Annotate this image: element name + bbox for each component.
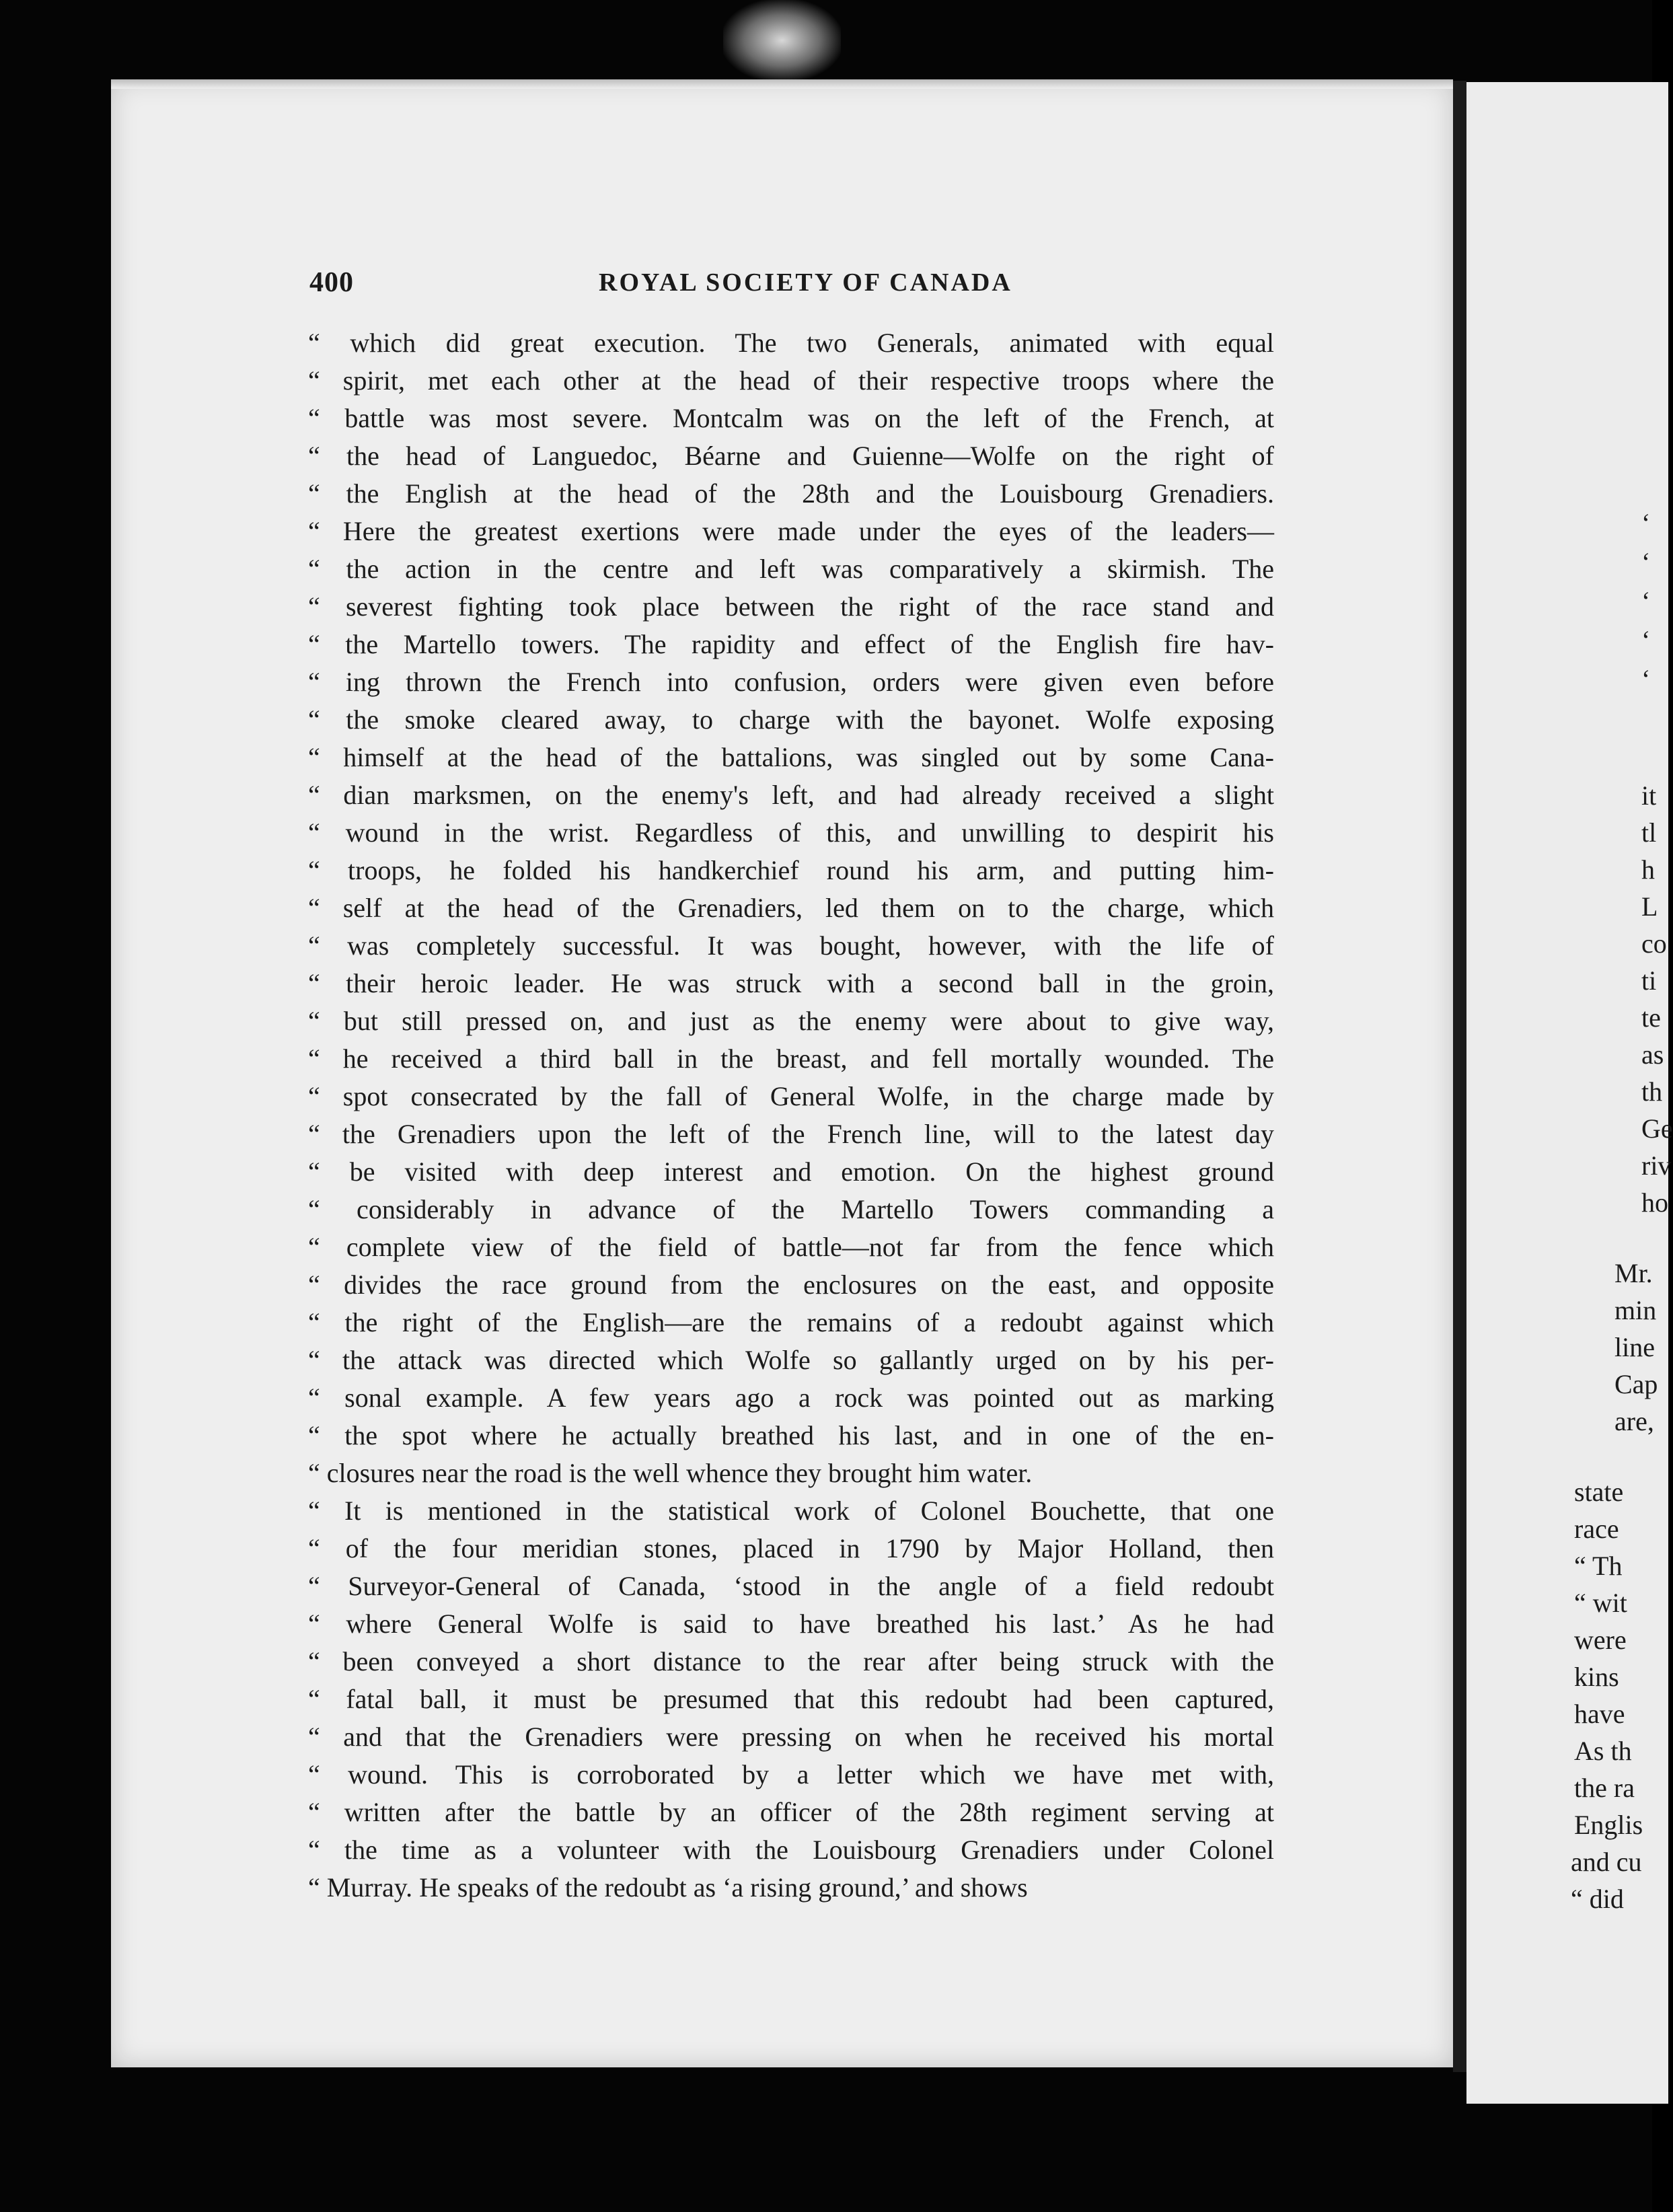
text-line: “ the action in the centre and left was comparatively a skirmish. The xyxy=(308,554,1274,584)
text-line: “ wound in the wrist. Regardless of this, and unwilling to despirit his xyxy=(308,817,1274,848)
text-line: “ himself at the head of the battalions, was singled out by some Cana- xyxy=(308,742,1274,772)
text-line: “ he received a third ball in the breast, and fell mortally wounded. The xyxy=(308,1043,1274,1074)
text-line: “ and that the Grenadiers were pressing on when he received his mortal xyxy=(308,1722,1274,1752)
facing-page-fragment: “ Th xyxy=(1574,1551,1623,1581)
text-line: “ written after the battle by an officer of the 28th regiment serving at xyxy=(308,1797,1274,1827)
text-line: “ the head of Languedoc, Béarne and Guienne—Wolfe on the right of xyxy=(308,441,1274,471)
text-line: “ been conveyed a short distance to the rear after being struck with the xyxy=(308,1646,1274,1676)
running-head: ROYAL SOCIETY OF CANADA xyxy=(599,268,1012,297)
facing-page-fragment: as xyxy=(1641,1039,1664,1070)
text-line: “ dian marksmen, on the enemy's left, and had already received a slight xyxy=(308,780,1274,810)
text-line: “ the time as a volunteer with the Louisbourg Grenadiers under Colonel xyxy=(308,1835,1274,1865)
text-line: “ which did great execution. The two Generals, animated with equal xyxy=(308,328,1274,358)
facing-page-fragment: have xyxy=(1574,1699,1625,1729)
text-line: “ complete view of the field of battle—not far from the fence which xyxy=(308,1232,1274,1262)
text-line: “ wound. This is corroborated by a letter which we have met with, xyxy=(308,1759,1274,1790)
text-line: “ closures near the road is the well whence they brought him water. xyxy=(308,1458,1033,1488)
text-line: “ battle was most severe. Montcalm was on the left of the French, at xyxy=(308,403,1274,433)
text-line: “ spot consecrated by the fall of General Wolfe, in the charge made by xyxy=(308,1081,1274,1111)
facing-page-fragment: Ge xyxy=(1641,1113,1673,1144)
text-line: “ the Martello towers. The rapidity and effect of the English fire hav- xyxy=(308,629,1274,659)
facing-page-fragment: ‘ xyxy=(1641,664,1651,694)
text-line: “ divides the race ground from the enclosures on the east, and opposite xyxy=(308,1269,1274,1300)
facing-page-fragment: ‘ xyxy=(1641,508,1651,538)
text-line: “ sonal example. A few years ago a rock was pointed out as marking xyxy=(308,1382,1274,1413)
text-line: “ be visited with deep interest and emotion. On the highest ground xyxy=(308,1156,1274,1187)
facing-page-fragment: ‘ xyxy=(1641,586,1651,616)
text-line: “ Surveyor-General of Canada, ‘stood in the angle of a field redoubt xyxy=(308,1571,1274,1601)
text-line: “ Murray. He speaks of the redoubt as ‘a rising ground,’ and shows xyxy=(308,1872,1028,1903)
facing-page-fragment: Mr. xyxy=(1614,1258,1653,1288)
text-line: “ severest fighting took place between the right of the race stand and xyxy=(308,591,1274,622)
facing-page-fragment: Cap xyxy=(1614,1369,1658,1399)
facing-page-fragment: state xyxy=(1574,1477,1624,1507)
facing-page-fragment: co xyxy=(1641,928,1667,959)
text-line: “ the spot where he actually breathed his last, and in one of the en- xyxy=(308,1420,1274,1450)
facing-page-fragment: L xyxy=(1641,891,1658,922)
facing-page-fragment: tl xyxy=(1641,817,1657,848)
facing-page-fragment: riv xyxy=(1641,1150,1672,1181)
text-line: “ ing thrown the French into confusion, orders were given even before xyxy=(308,667,1274,697)
facing-page-fragment: kins xyxy=(1574,1662,1619,1692)
facing-page-fragment: ‘ xyxy=(1641,547,1651,577)
text-line: “ the English at the head of the 28th and the Louisbourg Grenadiers. xyxy=(308,478,1274,509)
text-line: “ the right of the English—are the remains of a redoubt against which xyxy=(308,1307,1274,1337)
facing-page-fragment: race xyxy=(1574,1514,1619,1544)
facing-page-fragment: th xyxy=(1641,1076,1663,1107)
text-line: “ fatal ball, it must be presumed that this redoubt had been captured, xyxy=(308,1684,1274,1714)
text-line: “ troops, he folded his handkerchief round his arm, and putting him- xyxy=(308,855,1274,885)
facing-page-fragment: it xyxy=(1641,780,1657,811)
text-line: “ spirit, met each other at the head of their respective troops where the xyxy=(308,365,1274,396)
facing-page-fragment: ho xyxy=(1641,1187,1668,1218)
facing-page-fragment: “ did xyxy=(1571,1884,1624,1914)
facing-page-fragment: h xyxy=(1641,854,1655,885)
facing-page-fragment: the ra xyxy=(1574,1773,1635,1803)
facing-page-fragment: Englis xyxy=(1574,1810,1643,1840)
text-line: “ the smoke cleared away, to charge with the bayonet. Wolfe exposing xyxy=(308,704,1274,735)
text-line: “ self at the head of the Grenadiers, led them on to the charge, which xyxy=(308,893,1274,923)
page-number: 400 xyxy=(309,267,354,298)
text-line: “ the attack was directed which Wolfe so gallantly urged on by his per- xyxy=(308,1345,1274,1375)
text-line: “ Here the greatest exertions were made under the eyes of the leaders— xyxy=(308,516,1274,546)
text-line: “ of the four meridian stones, placed in 1790 by Major Holland, then xyxy=(308,1533,1274,1563)
facing-page-fragment: ti xyxy=(1641,965,1657,996)
text-line: “ It is mentioned in the statistical work of Colonel Bouchette, that one xyxy=(308,1496,1274,1526)
facing-page-fragment: min xyxy=(1614,1295,1657,1325)
facing-page-fragment: were xyxy=(1574,1625,1627,1655)
text-line: “ considerably in advance of the Martello Towers commanding a xyxy=(308,1194,1274,1224)
facing-page-fragment: te xyxy=(1641,1002,1661,1033)
text-line: “ but still pressed on, and just as the enemy were about to give way, xyxy=(308,1006,1274,1036)
text-line: “ the Grenadiers upon the left of the French line, will to the latest day xyxy=(308,1119,1274,1149)
text-line: “ was completely successful. It was bought, however, with the life of xyxy=(308,930,1274,961)
facing-page-fragment: ‘ xyxy=(1641,625,1651,655)
text-line: “ where General Wolfe is said to have breathed his last.’ As he had xyxy=(308,1609,1274,1639)
facing-page-fragment: are, xyxy=(1614,1406,1654,1436)
text-line: “ their heroic leader. He was struck with a second ball in the groin, xyxy=(308,968,1274,998)
facing-page-fragment: line xyxy=(1614,1332,1655,1362)
facing-page-fragment: and cu xyxy=(1571,1847,1642,1877)
facing-page-fragment: “ wit xyxy=(1574,1588,1627,1618)
facing-page-fragment: As th xyxy=(1574,1736,1632,1766)
